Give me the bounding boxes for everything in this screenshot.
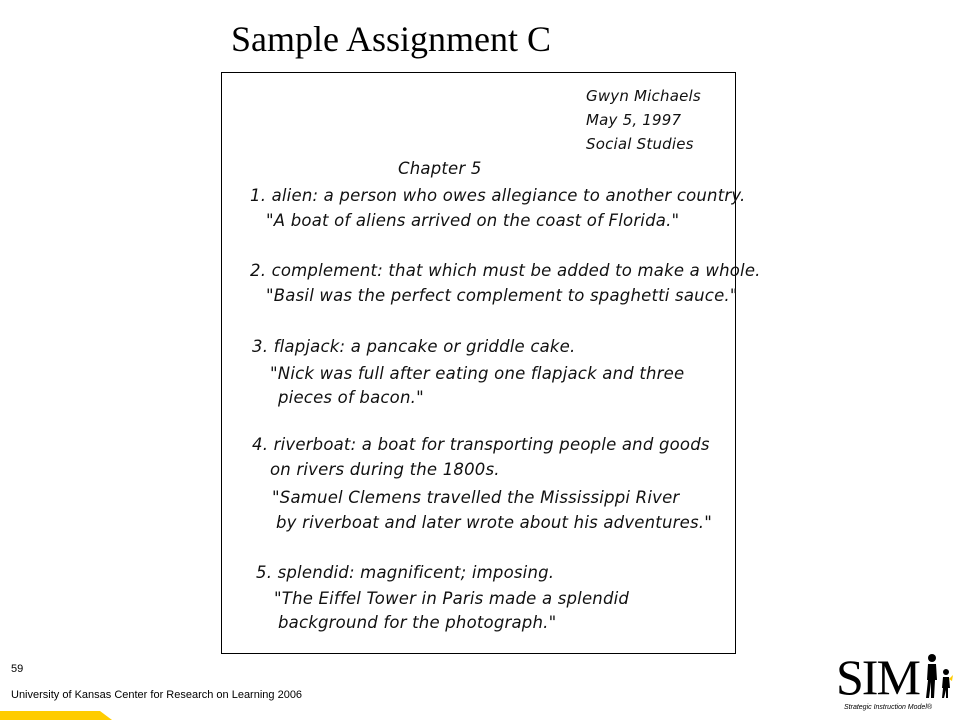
chapter-heading: Chapter 5 [398, 159, 482, 178]
entry-line: "Nick was full after eating one flapjack and three [270, 364, 685, 383]
people-figures-icon [922, 652, 954, 702]
logo-subtitle: Strategic Instruction Model® [844, 704, 933, 711]
student-name: Gwyn Michaels [586, 87, 701, 105]
entry-line: "A boat of aliens arrived on the coast of Florida." [266, 211, 680, 230]
entry-line: 4. riverboat: a boat for transporting people and goods [252, 435, 710, 454]
entry-line: pieces of bacon." [278, 388, 424, 407]
handwritten-assignment-page [221, 72, 761, 654]
entry-line: background for the photograph." [278, 613, 557, 632]
slide-title: Sample Assignment C [231, 19, 552, 59]
slide-number: 59 [11, 663, 24, 675]
entry-line: by riverboat and later wrote about his adventures." [276, 513, 713, 532]
entry-line: 1. alien: a person who owes allegiance to another country. [250, 186, 746, 205]
entry-line: 3. flapjack: a pancake or griddle cake. [252, 337, 576, 356]
entry-line: "Samuel Clemens travelled the Mississippi River [272, 488, 680, 507]
footer-credit: University of Kansas Center for Research on Learning 2006 [11, 689, 303, 701]
entry-line: 2. complement: that which must be added to make a whole. [250, 261, 761, 280]
logo-text: SIM [836, 649, 919, 705]
entry-line: on rivers during the 1800s. [270, 460, 500, 479]
entry-line: "The Eiffel Tower in Paris made a splendid [274, 589, 630, 608]
entry-line: 5. splendid: magnificent; imposing. [256, 563, 555, 582]
sim-logo [836, 649, 954, 714]
assignment-date: May 5, 1997 [586, 111, 682, 129]
assignment-subject: Social Studies [586, 135, 694, 153]
entry-line: "Basil was the perfect complement to spaghetti sauce." [266, 286, 738, 305]
footer-accent-bar [0, 711, 112, 720]
